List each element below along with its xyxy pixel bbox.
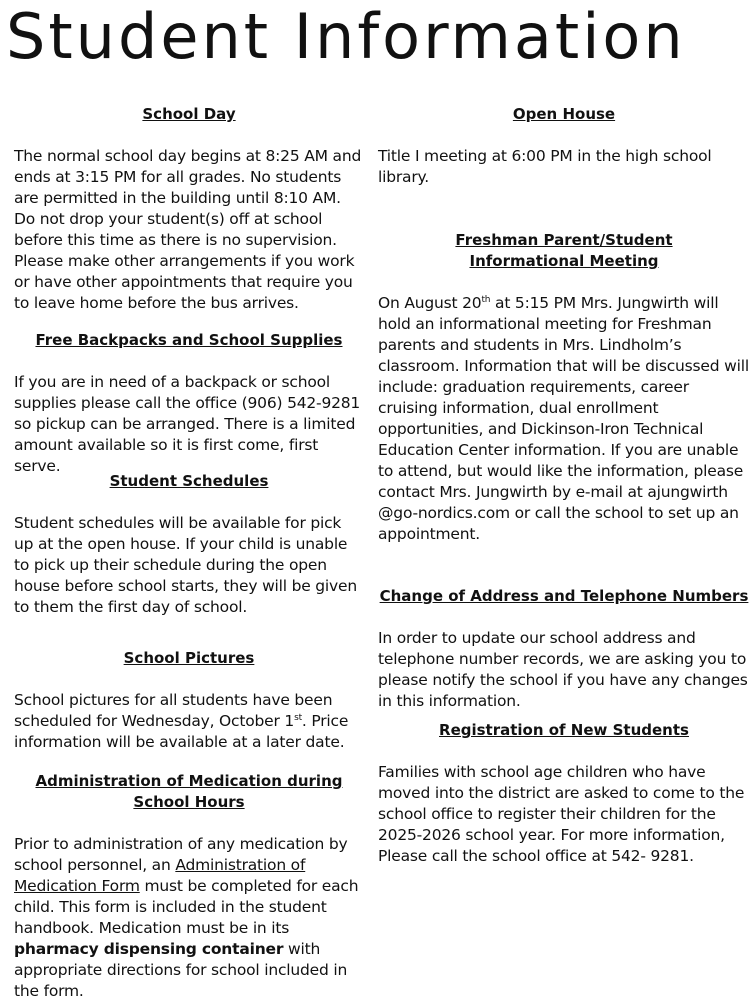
section-body xyxy=(378,293,750,545)
section-heading: Administration of Medication during School Hours xyxy=(35,772,343,811)
body-text: must be completed for each child. This form is included in the student handbook. Medication must be in its xyxy=(14,877,359,937)
section-freshman-meeting xyxy=(378,230,750,545)
section-heading: Change of Address and Telephone Numbers xyxy=(379,587,749,605)
section-body xyxy=(14,690,364,753)
section-body xyxy=(14,834,364,1002)
section-open-house xyxy=(378,104,750,188)
ordinal-suffix: st xyxy=(294,712,302,723)
section-registration xyxy=(378,720,750,867)
section-body: In order to update our school address and telephone number records, we are asking you to please notify the school if you have any changes in this information. xyxy=(378,629,748,710)
section-heading: Free Backpacks and School Supplies xyxy=(35,331,343,349)
bold-text: pharmacy dispensing container xyxy=(14,940,284,958)
section-heading: Open House xyxy=(512,105,616,123)
section-school-day xyxy=(14,104,364,314)
section-heading: School Day xyxy=(142,105,236,123)
body-text: On August 20 xyxy=(378,294,482,312)
section-body: If you are in need of a backpack or school supplies please call the office (906) 542-9281 so pickup can be arranged. There is a limited amount available so it is first come, first serve. xyxy=(14,373,361,475)
section-heading xyxy=(378,230,750,272)
section-student-schedules xyxy=(14,471,364,618)
section-body: The normal school day begins at 8:25 AM and ends at 3:15 PM for all grades. No students are permitted in the building until 8:10 AM. Do not drop your student(s) off at school before this time as there is no supervision. Please make other arrangements if you work or have other appointments that require you to leave home before the bus arrives. xyxy=(14,147,362,312)
body-text: Prior to administration of any medication by school personnel, an xyxy=(14,835,348,874)
section-medication xyxy=(14,771,364,1002)
section-free-backpacks xyxy=(14,330,364,477)
page-title: Student Information xyxy=(6,0,686,73)
section-body: Families with school age children who have moved into the district are asked to come to the school office to register their children for the 2025-2026 school year. For more information, Please call the school office at 542- 9281. xyxy=(378,763,745,865)
body-text: with appropriate directions for school included in the form. xyxy=(14,940,348,1000)
section-change-of-address xyxy=(378,586,750,712)
heading-line: Freshman Parent/Student xyxy=(455,231,673,249)
medication-form-link[interactable]: Administration of Medication Form xyxy=(14,856,306,895)
ordinal-suffix: th xyxy=(481,294,491,305)
section-heading: Registration of New Students xyxy=(439,721,689,739)
section-body: Title I meeting at 6:00 PM in the high school library. xyxy=(378,147,712,186)
section-heading: School Pictures xyxy=(123,649,255,667)
body-text: . Price information will be available at a later date. xyxy=(14,712,349,751)
section-school-pictures xyxy=(14,648,364,753)
heading-line: Informational Meeting xyxy=(469,252,659,270)
body-text: at 5:15 PM Mrs. Jungwirth will hold an informational meeting for Freshman parents and students in Mrs. Lindholm’s classroom. Information that will be discussed will include: graduation requirements, career cruising information, dual enrollment opportunities, and Dickinson-Iron Technical Education Center information. If you are unable to attend, but would like the information, please contact Mrs. Jungwirth by e-mail at ajungwirth @go-nordics.com or call the school to set up an appointment. xyxy=(378,294,749,543)
body-text: School pictures for all students have been scheduled for Wednesday, October 1 xyxy=(14,691,333,730)
section-heading: Student Schedules xyxy=(109,472,269,490)
section-body: Student schedules will be available for pick up at the open house. If your child is unable to pick up their schedule during the open house before school starts, they will be given to them the first day of school. xyxy=(14,514,357,616)
